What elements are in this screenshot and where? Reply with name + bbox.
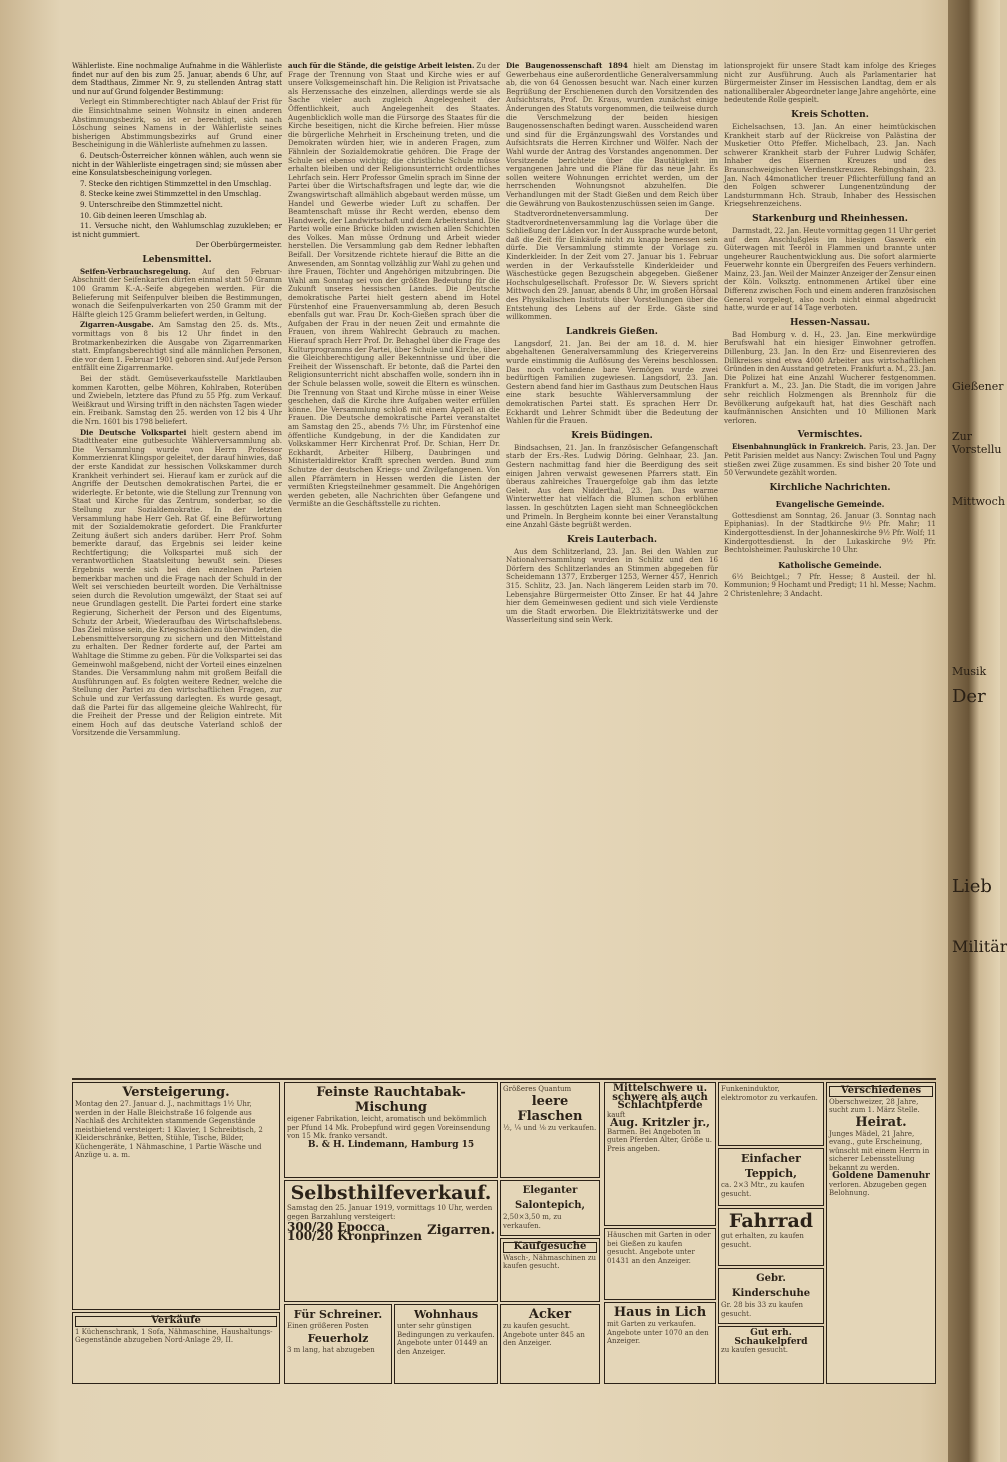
rule-6: 6. Deutsch-Österreicher können wählen, auch wenn sie nicht in der Wählerliste eingetragen sind; sie müssen aber eine Konsulatsbescheinigung vorlegen. bbox=[72, 150, 282, 178]
ad-fahrrad: Fahrrad gut erhalten, zu kaufen gesucht. bbox=[718, 1208, 824, 1266]
col2-head: auch für die Stände, die geistige Arbeit leisten. bbox=[288, 61, 475, 70]
rule-9: 9. Unterschreibe den Stimmzettel nicht. bbox=[80, 199, 223, 209]
kirchliche-heading: Kirchliche Nachrichten. bbox=[769, 482, 891, 493]
rule-8: 8. Stecke keine zwei Stimmzettel in den Umschlag. bbox=[80, 189, 262, 199]
seifen-heading: Seifen-Verbrauchsregelung. bbox=[80, 266, 191, 276]
ad-haus-lich: Haus in Lich mit Garten zu verkaufen. Angebote unter 1070 an den Anzeiger. bbox=[604, 1302, 716, 1384]
spine-edge bbox=[948, 0, 1007, 1462]
ad-funkeninduktor: Funkeninduktor, elektromotor zu verkaufen. bbox=[718, 1082, 824, 1146]
wahlerliste-notice: Wählerliste. Eine nochmalige Aufnahme in die Wählerliste findet nur auf den bis zum 25. Januar, abends 6 Uhr, auf dem Stadthaus, Zimmer Nr. 9, zu stellenden Antrag statt und nur auf Grund folgender Bestimmung: bbox=[72, 61, 282, 96]
ad-verschiedenes: Verschiedenes Oberschweizer, 28 Jahre, sucht zum 1. März Stelle. Heirat. Junges Mädel, 21 Jahre, evang., gute Erscheinung, wünscht mit einem Herrn in sicherer Lebensstellung bekannt zu werden. Goldene Damenuhr verloren. Abzugeben gegen Belohnung. bbox=[826, 1082, 936, 1384]
ad-schreiner: Für Schreiner. Einen größeren Posten Feuerholz 3 m lang, hat abzugeben bbox=[284, 1304, 392, 1384]
ad-kinderschuhe: Gebr. Kinderschuhe Gr. 28 bis 33 zu kaufen gesucht. bbox=[718, 1268, 824, 1324]
column-3: Die Baugenossenschaft 1894 hielt am Dienstag im Gewerbehaus eine außerordentliche Generalversammlung ab, die von 64 Genossen besucht war. Nach einer kurzen Begrüßung der Erschienenen durch den Vorsitzenden des Aufsichtsrats, Prof. Dr. Kraus, wurden zunächst einige Änderungen des Statuts vorgenommen, die teilweise durch die Verschmelzung der beiden hiesigen Baugenossenschaften bedingt waren. Ausscheidend waren und sind für die Ergänzungswahl des Vorstandes und Aufsichtsrats die Herren Kirchner und Wölfer. Nach der Wahl wurde der Antrag des Vorstandes angenommen. Der Vorsitzende berichtete über die Bautätigkeit im vergangenen Jahre und die Pläne für das neue Jahr. Es sollen weitere Wohnungen errichtet werden, um der herrschenden Wohnungsnot abzuhelfen. Die Verhandlungen mit der Stadt Gießen und dem Reich über die Gewährung von Baukostenzuschüssen seien im Gange. Stadtverordnetenversammlung. Der Stadtverordnetenversammlung lag die Vorlage über die Schließung der Läden vor. In der Aussprache wurde betont, daß die Zeit für Einkäufe nicht zu knapp bemessen sein dürfe. Die Versammlung stimmte der Vorlage zu. Kinderkleider. In der Zeit vom 27. Januar bis 1. Februar werden in der Verkaufsstelle Kinderkleider und Wäschestücke gegen Bezugschein abgegeben. Gießener Hochschulgesellschaft. Professor Dr. W. Sievers spricht Mittwoch den 29. Januar, abends 8 Uhr, im großen Hörsaal des Physikalischen Instituts über Vorstellungen über die Entstehung des Lebens auf der Erde. Gäste sind willkommen. Landkreis Gießen. Langsdorf, 21. Jan. Bei der am 18. d. M. hier abgehaltenen Generalversammlung des Kriegervereins wurde einstimmig die Auflösung des Vereins beschlossen. Das noch vorhandene bare Vermögen wurde zwei bedürftigen Familien zugewiesen. Langsdorf, 23. Jan. Gestern abend fand hier im Gasthaus zum Deutschen Haus eine stark besuchte Wählerversammlung der demokratischen Partei statt. Es sprachen Herr Dr. Eckhardt und Lehrer Schmidt über die Bedeutung der Wahlen für die Frauen. Kreis Büdingen. Bindsachsen, 21. Jan. In französischer Gefangenschaft starb der Ers.-Res. Ludwig Döring. Gelnhaar, 23. Jan. Gestern nachmittag fand hier die Beerdigung des seit einigen Jahren verwaist gewesenen Pfarrers statt. Ein überaus zahlreiches Trauergefolge gab ihm das letzte Geleit. Aus dem Nidderthal, 23. Jan. Das warme Winterwetter hat vielfach die Blumen schon erblühen lassen. In geschützten Lagen sieht man Schneeglöckchen und Primeln. In Bergheim konnte bei einer Veranstaltung eine Anzahl Gäste begrüßt werden. Kreis Lauterbach. Aus dem Schlitzerland, 23. Jan. Bei den Wahlen zur Nationalversammlung wurden in Schlitz und den 16 Dörfern des Schlitzerlandes an Stimmen abgegeben für Scheidemann 1377, Erzberger 1253, Werner 457, Henrich 315. Schlitz, 23. Jan. Nach längerem Leiden starb im 70. Lebensjahre Bürgermeister Otto Zinser. Er hat 44 Jahre hier dem Gemeinwesen gedient und sich viele Verdienste um die Stadt erworben. Die Elektrizitätswerke und der Wasserleitung sind sein Werk. bbox=[506, 61, 718, 625]
hessen-heading: Hessen-Nassau. bbox=[789, 317, 871, 328]
spine-musik: Musik bbox=[952, 665, 987, 678]
landkreis-heading: Landkreis Gießen. bbox=[566, 326, 658, 337]
ad-rauchtabak: Feinste Rauchtabak-Mischung eigener Fabrikation, leicht, aromatisch und bekömmlich per Pfund 14 Mk. Probepfund wird gegen Voreinsendung von 15 Mk. franko versandt. B. & H. Lindemann, Hamburg 15 bbox=[284, 1082, 498, 1178]
schotten-heading: Kreis Schotten. bbox=[791, 109, 869, 120]
eisenbahn-heading: Eisenbahnunglück in Frankreich. bbox=[732, 442, 867, 452]
spine-gießener: Gießener bbox=[952, 380, 1004, 393]
ad-verkaeufe: Verkäufe 1 Küchenschrank, 1 Sofa, Nähmaschine, Haushaltungs-Gegenstände abzugeben Nord-Anlage 29, II. bbox=[72, 1312, 280, 1384]
lebensmittel-heading: Lebensmittel. bbox=[142, 254, 212, 265]
column-4: lationsprojekt für unsere Stadt kam infolge des Krieges nicht zur Ausführung. Auch als Parlamentarier hat Bürgermeister Zinser im Hessischen Landtag, dem er als nationalliberaler Abgeordneter lange Jahre angehörte, eine bedeutende Rolle gespielt. Kreis Schotten. Eichelsachsen, 13. Jan. An einer heimtückischen Krankheit starb auf der Rückreise von Palästina der Musketier Otto Pfeffer. Michelbach, 23. Jan. Nach schwerer Krankheit starb der Fuhrer Ludwig Schäfer, Inhaber des Eisernen Kreuzes und des Braunschweigischen Verdienstkreuzes. Rebingshain, 23. Jan. Nach 44monatlicher treuer Pflichterfüllung fand an den Folgen schwerer Lungenentzündung der Landsturmmann Hch. Straub, Inhaber des Hessischen Kriegsehrenzeichens. Starkenburg und Rheinhessen. Darmstadt, 22. Jan. Heute vormittag gegen 11 Uhr geriet auf dem Anschlußgleis im hiesigen Gaswerk ein Güterwagen mit Teeröl in Flammen und brannte unter ungeheurer Rauchentwicklung aus. Die sofort alarmierte Feuerwehr konnte ein Übergreifen des Feuers verhindern. Mainz, 23. Jan. Weil der Mainzer Anzeiger der Zensur einen der Köln. Volksztg. entnommenen Artikel über eine Differenz zwischen Foch und einem anderen französischen General vorgelegt, also noch nicht einmal abgedruckt hatte, wurde er auf 14 Tage verboten. Hessen-Nassau. Bad Homburg v. d. H., 23. Jan. Eine merkwürdige Berufswahl hat ein hiesiger Einwohner getroffen. Dillenburg, 23. Jan. In den Erz- und Eisenrevieren des Dillkreises sind etwa 4000 Arbeiter aus wirtschaftlichen Gründen in den Ausstand getreten. Frankfurt a. M., 23. Jan. Die Polizei hat eine Anzahl Wucherer festgenommen. Frankfurt a. M., 23. Jan. Die Stadt, die im vorigen Jahre sehr reichlich Holzmengen als Brennholz für die Bevölkerung aufgekauft hat, hat dies Geschäft nach kaufmännischen Ansichten und 10 Millionen Mark verloren. Vermischtes. Eisenbahnunglück in Frankreich. Paris, 23. Jan. Der Petit Parisien meldet aus Nancy: Zwischen Toul und Pagny stießen zwei Züge zusammen. Es sind bisher 20 Tote und 50 Verwundete gezählt worden. Kirchliche Nachrichten. Evangelische Gemeinde. Gottesdienst am Sonntag, 26. Januar (3. Sonntag nach Epiphanias). In der Stadtkirche 9½ Pfr. Mahr; 11 Kindergottesdienst. In der Johanneskirche 9½ Pfr. Wolf; 11 Kindergottesdienst. In der Lukaskirche 9½ Pfr. Bechtolsheimer. Pauluskirche 10 Uhr. Katholische Gemeinde. 6½ Beichtgel.; 7 Pfr. Hesse; 8 Austeil. der hl. Kommunion; 9 Hochamt und Predigt; 11 hl. Messe; Nachm. 2 Christenlehre; 3 Andacht. bbox=[724, 61, 936, 598]
rule-11: 11. Versuche nicht, den Wahlumschlag zuzukleben; er ist nicht gummiert. bbox=[72, 221, 282, 239]
rule-7: 7. Stecke den richtigen Stimmzettel in den Umschlag. bbox=[80, 178, 272, 188]
signature: Der Oberbürgermeister. bbox=[195, 240, 282, 250]
ad-pferde: Mittelschwere u. schwere als auch Schlachtpferde kauft Aug. Kritzler jr., Barmen. Bei Angeboten in guten Pferden Alter, Größe u. Preis angeben. bbox=[604, 1082, 716, 1226]
budingen-heading: Kreis Büdingen. bbox=[571, 430, 653, 441]
ad-schaukelpferd: Gut erh. Schaukelpferd zu kaufen gesucht. bbox=[718, 1326, 824, 1384]
ad-salon: Eleganter Salontepich, 2,50×3,50 m, zu verkaufen. bbox=[500, 1180, 600, 1236]
starkenburg-heading: Starkenburg und Rheinhessen. bbox=[752, 213, 908, 224]
column-2: auch für die Stände, die geistige Arbeit leisten. Zu der Frage der Trennung von Staat und Kirche wies er auf unsere Volksgemeinschaft hin. Die Religion ist Privatsache als Herzenssache des einzelnen, allerdings werde sie als Sache vieler auch zugleich Angelegenheit der Öffentlichkeit, auch Angelegenheit des Staates. Augenblicklich wolle man die Fürsorge des Staates für die Kirche beseitigen, nicht die Kirche befreien. Hier müsse die bürgerliche Mehrheit in Erscheinung treten, und die Demokraten würden hier, wie in anderen Fragen, zum Fähnlein der Sozialdemokratie gehören. Die Frage der Schule sei ebenso wichtig; die christliche Schule müsse erhalten bleiben und der Religionsunterricht ordentliches Lehrfach sein. Herr Professor Gmelin sprach im Sinne der Partei über die Wirtschaftsfragen und legte dar, wie die Zwangswirtschaft allmählich abgebaut werden müsse, um Handel und Gewerbe wieder Luft zu schaffen. Der Beamtenschaft müsse ihr Recht werden, ebenso dem Handwerk, der Landwirtschaft und dem Arbeiterstand. Die Partei wolle eine Brücke bilden zwischen allen Schichten des Volkes. Man müsse Ordnung und Arbeit wieder herstellen. Die Versammlung gab dem Redner lebhaften Beifall. Der Vorsitzende richtete hierauf die Bitte an die Anwesenden, am Sonntag vollzählig zur Wahl zu gehen und ihre Frauen, Töchter und Angehörigen mitzubringen. Die Wahl am Sonntag sei von der größten Bedeutung für die Zukunft unseres hessischen Landes. Die Deutsche demokratische Partei hielt gestern abend im Hotel Fürstenhof eine Frauenversammlung ab, deren Besuch ebenfalls gut war. Frau Dr. Koch-Gießen sprach über die Aufgaben der Frau in der neuen Zeit und ermahnte die Frauen, von ihrem Wahlrecht Gebrauch zu machen. Hierauf sprach Herr Prof. Dr. Behaghel über die Frage des Kulturprogramms der Partei, über Schule und Kirche, über die Gleichberechtigung aller Bekenntnisse und über die Freiheit der Wissenschaft. Er betonte, daß die Partei den Religionsunterricht nicht abschaffen wolle, sondern ihn in der Schule belassen wolle, soweit die Eltern es wünschen. Die Trennung von Staat und Kirche müsse in einer Weise geschehen, daß die Kirche ihre Aufgaben weiter erfüllen könne. Die Versammlung schloß mit einem Appell an die Frauen. Die Deutsche demokratische Partei veranstaltet am Samstag den 25., abends 7½ Uhr, im Fürstenhof eine öffentliche Kundgebung, in der die Kandidaten zur Volkskammer Herr Kirchenrat Prof. Dr. Schian, Herr Dr. Eckhardt, Arbeiter Hilberg, Daubringen und Ministerialdirektor Krafft sprechen werden. Bund zum Schutze der deutschen Kriegs- und Zivilgefangenen. Von allen Pfarrämtern in Hessen werden die Listen der vermißten Kriegsteilnehmer gesammelt. Die Angehörigen werden gebeten, alle Nachrichten über Gefangene und Vermißte an die Geschäftsstelle zu richten. bbox=[288, 61, 500, 509]
ad-wohnhaus: Wohnhaus unter sehr günstigen Bedingungen zu verkaufen. Angebote unter 01449 an den Anzeiger. bbox=[394, 1304, 498, 1384]
zigarren-heading: Zigarren-Ausgabe. bbox=[80, 320, 154, 330]
vermischtes-heading: Vermischtes. bbox=[797, 430, 863, 441]
lauterbach-heading: Kreis Lauterbach. bbox=[566, 534, 658, 545]
ad-acker: Acker zu kaufen gesucht. Angebote unter 845 an den Anzeiger. bbox=[500, 1304, 600, 1384]
ad-haeuschen: Häuschen mit Garten in oder bei Gießen zu kaufen gesucht. Angebote unter 01431 an den Anzeiger. bbox=[604, 1228, 716, 1300]
bau-head: Die Baugenossenschaft 1894 bbox=[506, 61, 628, 70]
ad-selbsthilfe: Selbsthilfeverkauf. Samstag den 25. Januar 1919, vormittags 10 Uhr, werden gegen Barzahlung versteigert: 300/20 Epocca 100/20 Kronprinzen Zigarren. bbox=[284, 1180, 498, 1302]
partei-heading: Die Deutsche Volkspartei bbox=[80, 427, 187, 437]
ads-divider bbox=[72, 1078, 936, 1080]
spine-lieb: Lieb bbox=[952, 876, 992, 897]
rule-10: 10. Gib deinen leeren Umschlag ab. bbox=[80, 210, 207, 220]
spine-mittwoch: Mittwoch bbox=[952, 495, 1005, 508]
ad-kaufgesuche: Kaufgesuche Wasch-, Nähmaschinen zu kaufen gesucht. bbox=[500, 1238, 600, 1302]
kath-heading: Katholische Gemeinde. bbox=[778, 559, 882, 570]
spine-der: Der bbox=[952, 686, 986, 707]
spine-vorstellung: Zur Vorstellu bbox=[952, 430, 1002, 456]
ad-versteigerung: Versteigerung. Montag den 27. Januar d. J., nachmittags 1½ Uhr, werden in der Halle Bleichstraße 16 folgende aus Nachlaß des Architekten stammende Gegenstände meistbietend versteigert: 1 Klavier, 1 Schreibtisch, 2 Kleiderschränke, Betten, Stühle, Tische, Bilder, Küchengeräte, 1 Nähmaschine, 1 Partie Wäsche und Anzüge u. a. m. bbox=[72, 1082, 280, 1310]
spine-militaer: Militär bbox=[952, 937, 1007, 956]
column-1: Wählerliste. Eine nochmalige Aufnahme in die Wählerliste findet nur auf den bis zum 25. Januar, abends 6 Uhr, auf dem Stadthaus, Zimmer Nr. 9, zu stellenden Antrag statt und nur auf Grund folgender Bestimmung: Verlegt ein Stimmberechtigter nach Ablauf der Frist für die Einsichtnahme seinen Wohnsitz in einen anderen Abstimmungsbezirk, so ist er berechtigt, sich nach Löschung seines Namens in der Wählerliste seines bisherigen Abstimmungsbezirks auf Grund einer Bescheinigung in die Wählerliste aufnehmen zu lassen. 6. Deutsch-Österreicher können wählen, auch wenn sie nicht in der Wählerliste eingetragen sind; sie müssen aber eine Konsulatsbescheinigung vorlegen. 7. Stecke den richtigen Stimmzettel in den Umschlag. 8. Stecke keine zwei Stimmzettel in den Umschlag. 9. Unterschreibe den Stimmzettel nicht. 10. Gib deinen leeren Umschlag ab. 11. Versuche nicht, den Wahlumschlag zuzukleben; er ist nicht gummiert. Der Oberbürgermeister. Lebensmittel. Seifen-Verbrauchsregelung. Auf den Februar-Abschnitt der Seifenkarten dürfen einmal statt 50 Gramm 100 Gramm K.-A.-Seife abgegeben werden. Für die Belieferung mit Seifenpulver bleiben die Bestimmungen, wonach die Seifenpulverkarten von 250 Gramm mit der Hälfte gleich 125 Gramm beliefert werden, in Geltung. Zigarren-Ausgabe. Am Samstag den 25. ds. Mts., vormittags von 8 bis 12 Uhr findet in den Brotmarkenbezirken die Ausgabe von Zigarrenmarken statt. Empfangsberechtigt sind alle männlichen Personen, die vor dem 1. Februar 1901 geboren sind. Auf jede Person entfällt eine Zigarrenmarke. Bei der städt. Gemüseverkaufsstelle Marktlauben kommen Karotten, gelbe Möhren, Kohlraben, Roterüben und Zwiebeln, letztere das Pfund zu 55 Pfg. zum Verkauf. Weißkraut und Wirsing trifft in den nächsten Tagen wieder ein. Freibank. Samstag den 25. werden von 12 bis 4 Uhr die Nrn. 1601 bis 1798 beliefert. Die Deutsche Volkspartei hielt gestern abend im Stadttheater eine gutbesuchte Wählerversammlung ab. Die Versammlung wurde von Herrn Professor Kommerzienrat Klingspor geleitet, der darauf hinwies, daß der erste Kandidat zur hessischen Volkskammer durch Krankheit verhindert sei. Hierauf kam er zurück auf die Angriffe der Deutschen demokratischen Partei, die er widerlegte. Er betonte, wie die Stellung zur Trennung von Staat und Kirche für das Zentrum, sonderbar, so die Stellung zur Sozialdemokratie. In der letzten Versammlung habe Herr Geh. Rat Gf. eine Befürwortung mit der Sozialdemokratie gefordert. Die Frankfurter Zeitung äußert sich anders darüber. Herr Prof. Sohm bemerkte darauf, das Ergebnis sei leider keine Rechtfertigung; die Volkspartei muß sich der verantwortlichen Staatsleitung bewußt sein. Dieses Ergebnis werde sich bei den einzelnen Parteien bemerkbar machen und die Frage nach der Schuld in der Welt sei verschieden beurteilt worden. Die Verhältnisse seien durch die Revolution umgewälzt, der Staat sei auf neue Grundlagen gestellt. Die Partei fordert eine starke Regierung, Sicherheit der Person und des Eigentums, Schutz der Arbeit, Wiederaufbau des Wirtschaftslebens. Das Ziel müsse sein, die Kriegsschäden zu überwinden, die Lebensmittelversorgung zu sichern und den Mittelstand zu erhalten. Der Redner forderte auf, der Partei am Wahltage die Stimme zu geben. Für die Volkspartei sei das Gemeinwohl maßgebend, nicht der Vorteil eines einzelnen Standes. Die Versammlung nahm mit großem Beifall die Ausführungen auf. Es folgten weitere Redner, welche die Stellung der Partei zu den wirtschaftlichen Fragen, zur Schule und zur Verfassung darlegten. Es wurde gesagt, daß die Partei für das allgemeine gleiche Wahlrecht, für die Freiheit der Presse und der Religion eintrete. Mit einem Hoch auf das deutsche Vaterland schloß der Vorsitzende die Versammlung. bbox=[72, 61, 282, 738]
ad-teppich: Einfacher Teppich, ca. 2×3 Mtr., zu kaufen gesucht. bbox=[718, 1148, 824, 1206]
ad-flaschen: Größeres Quantum leere Flaschen ½, ¼ und ⅛ zu verkaufen. bbox=[500, 1082, 600, 1178]
evang-heading: Evangelische Gemeinde. bbox=[775, 498, 885, 509]
